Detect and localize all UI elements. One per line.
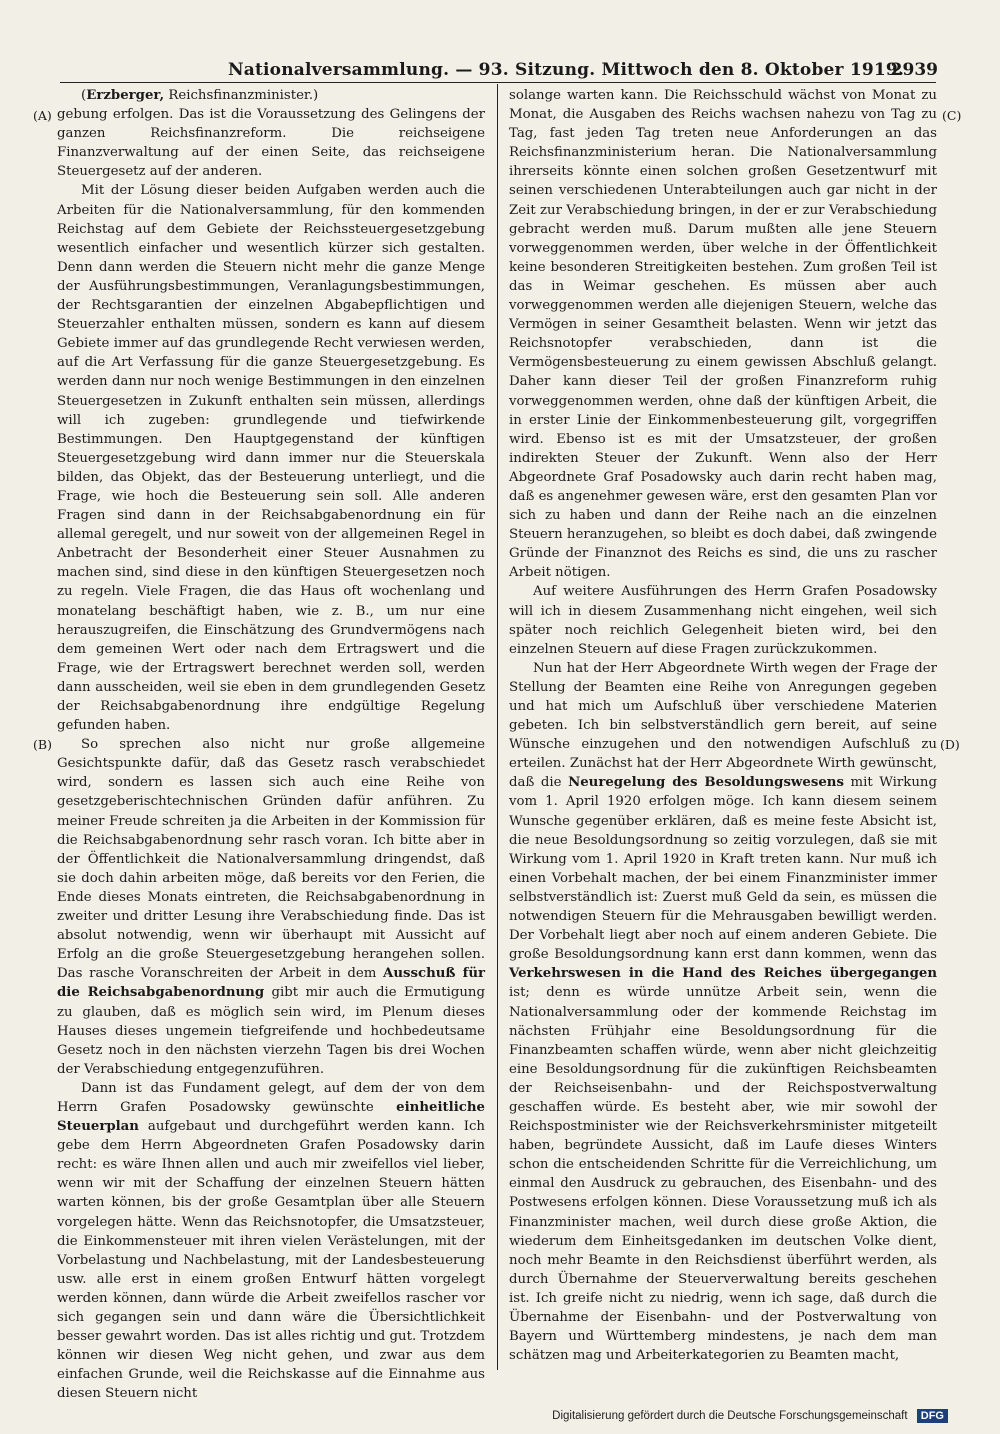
emphasis: Neuregelung des Besoldungswesens xyxy=(568,775,844,791)
margin-marker-b: (B) xyxy=(33,737,52,752)
emphasis: einheitliche Steuerplan xyxy=(57,1099,485,1135)
paragraph: Mit der Lösung dieser beiden Aufgaben werden auch die Arbeiten für die Nationalversammlung, für den kommenden Reichstag auf dem Gebiete der Reichssteuergesetzgebung wesentlich einfacher und wesentlich kürzer sich gestalten. Denn dann werden die Steuern nicht mehr die ganze Menge der Ausführungsbestimmungen, Veranlagungsbestimmungen, der Rechtsgarantien der einzelnen Abgabepflichtigen und Steuerzahler enthalten müssen, sondern es kann auf diesem Gebiete immer auf das grundlegende Recht verwiesen werden, auf die Art Verfassung für die ganze Steuergesetzgebung. Es werden dann nur noch wenige Bestimmungen in den einzelnen Steuergesetzen in Zukunft enthalten sein müssen, allerdings will ich zugeben: grundlegende und tiefwirkende Bestimmungen. Den Hauptgegenstand der künftigen Steuergesetzgebung wird dann immer nur die Steuerskala bilden, das Objekt, das der Besteuerung unterliegt, und die Frage, wie hoch die Besteuerung sein soll. Alle anderen Fragen sind dann in der Reichsabgabenordnung ein für allemal geregelt, und nur soweit von der allgemeinen Regel in Anbetracht der Besonderheit einer Steuer Ausnahmen zu machen sind, sind diese in den künftigen Steuergesetzen noch zu regeln. Viele Fragen, die das Haus oft wochenlang und monatelang beschäftigt haben, wie z. B., um nur eine herauszugreifen, die Einschätzung des Grundvermögens nach dem gemeinen Wert oder nach dem Ertragswert und die Frage, wie der Ertragswert berechnet werden soll, werden dann ausscheiden, weil sie eben in dem grundlegenden Gesetz der Reichsabgabenordnung ihre endgültige Regelung gefunden haben. xyxy=(57,183,485,734)
paragraph: Nun hat der Herr Abgeordnete Wirth wegen der Frage der Stellung der Beamten eine Reihe von Anregungen gegeben und hat mich um Aufschluß über verschiedene Materien gebeten. Ich bin selbstverständlich gern bereit, auf seine Wünsche einzugehen und den notwendigen Aufschluß zu erteilen. Zunächst hat der Herr Abgeordnete Wirth gewünscht, daß die Neuregelung des Besoldungswesens mit Wirkung vom 1. April 1920 erfolgen möge. Ich kann diesem seinem Wunsche gegenüber erklären, daß es meine feste Absicht ist, die neue Besoldungsordnung so zeitig vorzulegen, daß sie mit Wirkung vom 1. April 1920 in Kraft treten kann. Nur muß ich einen Vorbehalt machen, der bei einem Finanzminister immer selbstverständlich ist: Zuerst muß Geld da sein, es müssen die notwendigen Steuern für die Mehrausgaben bewilligt werden. Der Vorbehalt liegt aber noch auf einem anderen Gebiete. Die große Besoldungsordnung kann erst dann kommen, wenn das Verkehrswesen in die Hand des Reiches übergegangen ist; denn es würde unnütze Arbeit sein, wenn die Nationalversammlung oder der kommende Reichstag im nächsten Frühjahr eine Besoldungsordnung für die Finanzbeamten schaffen würde, wenn aber nicht gleichzeitig eine Besoldungsordnung für die zukünftigen Reichsbeamten der Reichseisenbahn- und der Reichspostverwaltung geschaffen würde. Es besteht aber, wie mir sowohl der Reichspostminister wie der Reichsverkehrsminister mitgeteilt haben, begründete Aussicht, daß im Laufe dieses Winters schon die entscheidenden Schritte für die Verreichlichung, um einmal den Ausdruck zu gebrauchen, des Eisenbahn- und des Postwesens erfolgen können. Diese Voraussetzung muß ich als Finanzminister machen, weil durch diese große Aktion, die wiederum dem Einheitsgedanken im deutschen Volke dient, noch mehr Beamte in den Reichsdienst überführt werden, als durch Übernahme der Steuerverwaltung bereits geschehen ist. Ich greife nicht zu niedrig, wenn ich sage, daß durch die Übernahme der Eisenbahn- und der Postverwaltung von Bayern und Württemberg mindestens, je nach dem man schätzen mag und Arbeiterkategorien zu Beamten macht, xyxy=(509,660,937,1364)
column-divider xyxy=(497,84,498,1370)
paragraph: Dann ist das Fundament gelegt, auf dem der von dem Herrn Grafen Posadowsky gewünschte einheitliche Steuerplan aufgebaut und durchgeführt werden kann. Ich gebe dem Herrn Abgeordneten Grafen Posadowsky darin recht: es wäre Ihnen allen und auch mir zweifellos viel lieber, wenn wir mit der Schaffung der einzelnen Steuern hätten warten können, bis der große Gesamtplan über alle Steuern vorgelegen hätte. Wenn das Reichsnotopfer, die Umsatzsteuer, die Einkommensteuer mit ihren vielen Verästelungen, mit der Vorbelastung und Nachbelastung, mit der Landesbesteuerung usw. alle erst in einem großen Entwurf hätten vorgelegt werden können, dann würde die Arbeit zweifellos rascher vor sich gegangen sein und dann wäre die Übersichtlichkeit besser gewahrt worden. Das ist alles richtig und gut. Trotzdem können wir diesen Weg nicht gehen, und zwar aus dem einfachen Grunde, weil die Reichskasse auf die Einnahme aus diesen Steuern nicht xyxy=(57,1080,485,1402)
footer-credit xyxy=(552,1409,948,1423)
speaker-line: (Erzberger, Reichsfinanzminister.) xyxy=(81,88,319,103)
left-column xyxy=(57,86,486,1402)
running-title: Nationalversammlung. — 93. Sitzung. Mittwoch den 8. Oktober 1919. xyxy=(228,60,905,80)
speaker-name: Erzberger, xyxy=(86,88,165,103)
emphasis: Verkehrswesen in die Hand des Reiches übergegangen xyxy=(509,966,937,982)
emphasis: Ausschuß für die Reichsabgabenordnung xyxy=(57,966,486,1001)
footer-text: Digitalisierung gefördert durch die Deutsche Forschungsgemeinschaft xyxy=(552,1410,908,1423)
header-divider xyxy=(60,82,936,83)
page-header xyxy=(60,52,940,84)
paragraph: gebung erfolgen. Das ist die Voraussetzung des Gelingens der ganzen Reichsfinanzreform. Die reichseigene Finanzverwaltung auf der einen Seite, das reichseigene Steuergesetz auf der anderen. xyxy=(57,107,485,180)
paragraph: solange warten kann. Die Reichsschuld wächst von Monat zu Monat, die Ausgaben des Reichs wachsen nahezu von Tag zu Tag, fast jeden Tag treten neue Anforderungen an das Reichsfinanzministerium heran. Die Nationalversammlung ihrerseits könnte einen solchen großen Gesetzentwurf mit seinen verschiedenen Unterabteilungen auch gar nicht in der Zeit zur Verabschiedung bringen, in der er zur Verabschiedung gebracht werden muß. Darum mußten alle jene Steuern vorweggenommen werden, über welche in der Öffentlichkeit keine besonderen Streitigkeiten bestehen. Zum großen Teil ist das in Weimar geschehen. Es müssen aber auch vorweggenommen werden alle diejenigen Steuern, welche das Vermögen in seiner Gesamtheit belasten. Wenn wir jetzt das Reichsnotopfer verabschieden, dann ist die Vermögensbesteuerung zu einem gewissen Abschluß gelangt. Daher kann dieser Teil der großen Finanzreform ruhig vorweggenommen werden, ohne daß der künftigen Arbeit, die in erster Linie der Einkommenbesteuerung gilt, vorgegriffen wird. Ebenso ist es mit der Umsatzsteuer, der großen indirekten Steuer der Zukunft. Wenn also der Herr Abgeordnete Graf Posadowsky auch darin recht haben mag, daß es angenehmer gewesen wäre, erst den gesamten Plan vor sich zu haben und dann der Reihe nach an die einzelnen Steuern heranzugehen, so bleibt es doch dabei, daß zwingende Gründe der Finanznot des Reichs es sind, die uns zu rascher Arbeit nötigen. xyxy=(509,88,937,581)
paragraph: Auf weitere Ausführungen des Herrn Grafen Posadowsky will ich in diesem Zusammenhang nicht eingehen, weil sich später noch reichlich Gelegenheit bieten wird, bei den einzelnen Steuern auf diese Fragen zurückzukommen. xyxy=(509,584,937,657)
paragraph: So sprechen also nicht nur große allgemeine Gesichtspunkte dafür, daß das Gesetz rasch verabschiedet wird, sondern es lassen sich auch eine Reihe von gesetzgeberischtechnischen Gründen dafür anführen. Zu meiner Freude schreiten ja die Arbeiten in der Kommission für die Reichsabgabenordnung sehr rasch voran. Ich bitte aber in der Öffentlichkeit die Nationalversammlung dringendst, daß sie doch dahin arbeiten möge, daß bereits vor den Ferien, die Ende dieses Monats eintreten, die Reichsabgabenordnung in zweiter und dritter Lesung ihre Verabschiedung finde. Das ist absolut notwendig, wenn wir überhaupt mit Aussicht auf Erfolg an die große Steuergesetzgebung herangehen sollen. Das rasche Voranschreiten der Arbeit in dem Ausschuß für die Reichsabgabenordnung gibt mir auch die Ermutigung zu glauben, daß es möglich sein wird, im Plenum dieses Hauses dieses ungemein tiefgreifende und hochbedeutsame Gesetz noch in den nächsten vierzehn Tagen bis drei Wochen der Verabschiedung entgegenzuführen. xyxy=(57,737,486,1077)
page-number: 2939 xyxy=(890,60,938,80)
right-column xyxy=(509,86,937,1370)
dfg-logo: DFG xyxy=(917,1409,948,1423)
speaker-role: Reichsfinanzminister.) xyxy=(164,88,319,103)
margin-marker-a: (A) xyxy=(33,108,52,123)
margin-marker-c: (C) xyxy=(942,108,962,123)
margin-marker-d: (D) xyxy=(940,737,960,752)
